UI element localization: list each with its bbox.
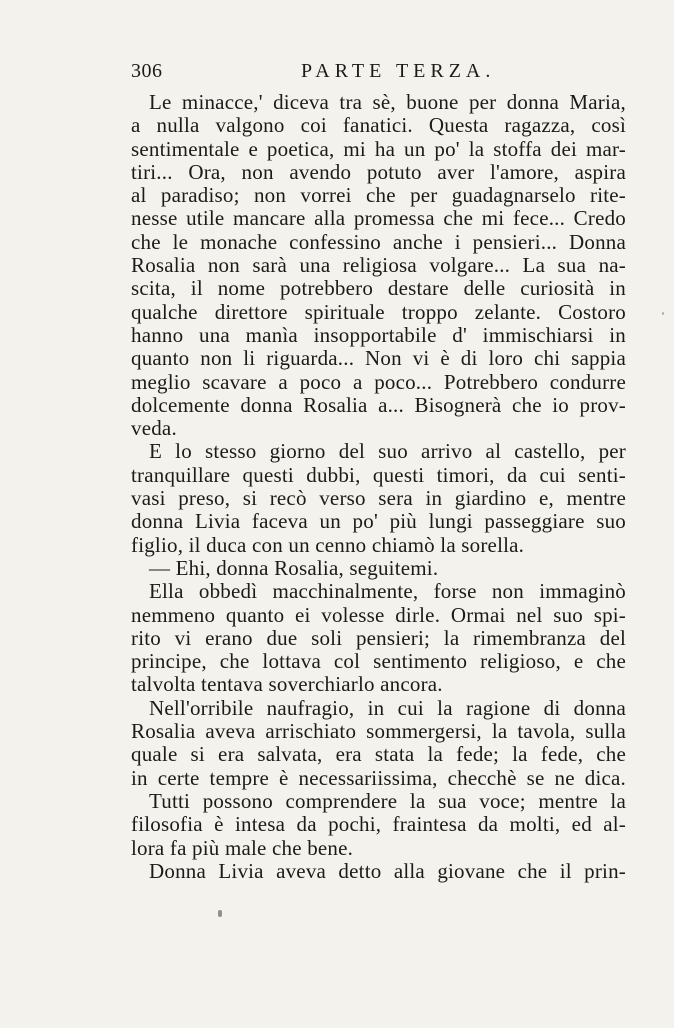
text-line: talvolta tentava soverchiarlo ancora.	[131, 672, 443, 697]
text-line: quanto non li riguarda... Non vi è di loro chi sappia	[131, 346, 626, 371]
text-line: dolcemente donna Rosalia a... Bisognerà che io prov-	[131, 392, 626, 417]
ink-speck	[218, 910, 222, 917]
text-line: nemmeno quanto ei volesse dirle. Ormai nel suo spi-	[131, 602, 626, 627]
text-line: E lo stesso giorno del suo arrivo al castello, per	[149, 439, 626, 464]
text-line: Le minacce,' diceva tra sè, buone per donna Maria,	[149, 90, 626, 114]
text-line: Tutti possono comprendere la sua voce; mentre la	[149, 788, 626, 813]
body-text	[131, 91, 626, 883]
text-line: quale si era salvata, era stata la fede; la fede, che	[131, 742, 626, 767]
page-header	[131, 60, 626, 90]
text-line: al paradiso; non vorrei che per guadagnarselo rite-	[131, 183, 626, 208]
text-line: vasi preso, si recò verso sera in giardino e, mentre	[131, 486, 626, 511]
page-number: 306	[131, 60, 163, 82]
text-line: meglio scavare a poco a poco... Potrebbero condurre	[131, 369, 626, 394]
running-title: PARTE TERZA.	[301, 60, 496, 82]
text-line: sentimentale e poetica, mi ha un po' la stoffa dei mar-	[131, 136, 626, 161]
text-line: nesse utile mancare alla promessa che mi fece... Credo	[131, 206, 626, 231]
text-line: donna Livia faceva un po' più lungi passeggiare suo	[131, 509, 626, 534]
text-line: Ella obbedì macchinalmente, forse non immaginò	[149, 579, 626, 604]
ink-speck	[662, 312, 664, 315]
text-line: figlio, il duca con un cenno chiamò la sorella.	[131, 532, 525, 557]
text-line: Rosalia aveva arrischiato sommergersi, la tavola, sulla	[131, 719, 626, 744]
text-line: filosofia è intesa da pochi, fraintesa da molti, ed al-	[131, 812, 626, 837]
text-line: tiri... Ora, non avendo potuto aver l'amore, aspira	[131, 159, 626, 184]
text-line: scita, il nome potrebbero destare delle curiosità in	[131, 276, 626, 301]
text-line: Rosalia non sarà una religiosa volgare... La sua na-	[131, 253, 626, 278]
text-line: rito vi erano due soli pensieri; la rimembranza del	[131, 625, 626, 650]
text-line: hanno una manìa insopportabile d' immischiarsi in	[131, 322, 626, 347]
text-line: tranquillare questi dubbi, questi timori, da cui senti-	[131, 462, 626, 487]
text-line: — Ehi, donna Rosalia, seguitemi.	[149, 555, 439, 580]
text-line: principe, che lottava col sentimento religioso, e che	[131, 649, 626, 674]
text-line: veda.	[131, 416, 177, 441]
text-line: Nell'orribile naufragio, in cui la ragione di donna	[149, 695, 626, 720]
text-line: che le monache confessino anche i pensieri... Donna	[131, 229, 626, 254]
text-line: Donna Livia aveva detto alla giovane che il prin-	[149, 858, 626, 883]
text-line: a nulla valgono coi fanatici. Questa ragazza, così	[131, 113, 626, 138]
text-line: qualche direttore spirituale troppo zelante. Costoro	[131, 299, 626, 324]
text-line: lora fa più male che bene.	[131, 835, 354, 860]
text-line: in certe tempre è necessariissima, checchè se ne dica.	[131, 765, 626, 790]
